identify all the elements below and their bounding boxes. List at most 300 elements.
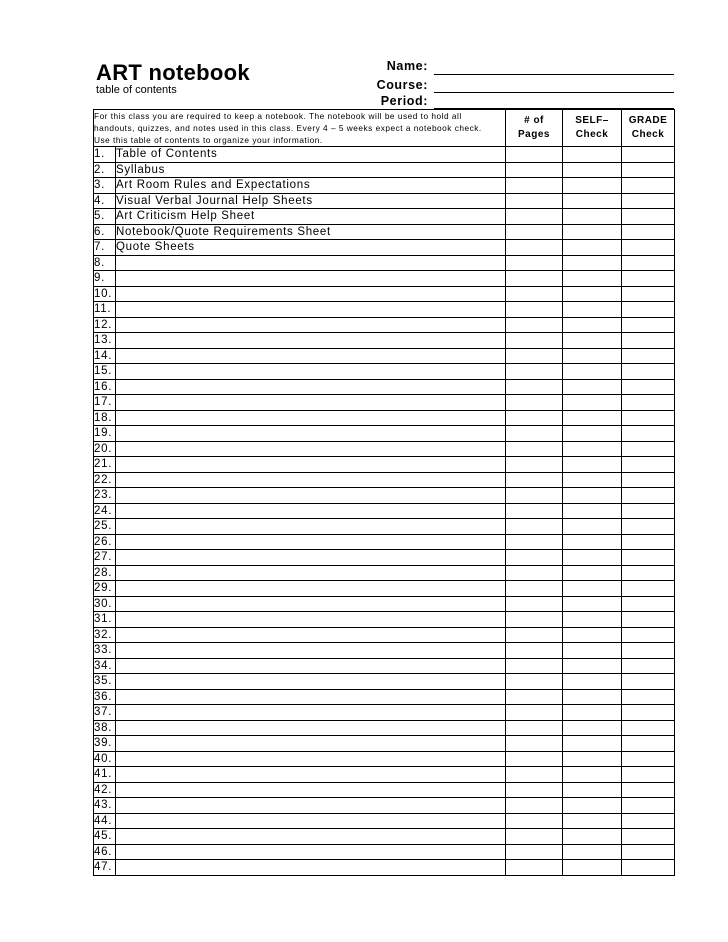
table-row <box>94 705 675 721</box>
self-check-cell[interactable] <box>563 674 622 690</box>
table-row <box>94 240 675 256</box>
grade-check-cell[interactable] <box>622 736 675 752</box>
grade-check-cell[interactable] <box>622 147 675 163</box>
header-line: Check <box>575 129 609 140</box>
grade-check-cell[interactable] <box>622 705 675 721</box>
row-entry[interactable]: Art Room Rules and Expectations <box>116 178 506 194</box>
pages-cell[interactable] <box>506 705 563 721</box>
row-entry[interactable] <box>116 643 506 659</box>
pages-cell[interactable] <box>506 488 563 504</box>
row-entry[interactable] <box>116 503 506 519</box>
table-row <box>94 860 675 876</box>
grade-check-cell[interactable] <box>622 441 675 457</box>
row-number: 12. <box>94 317 116 333</box>
grade-check-cell[interactable] <box>622 240 675 256</box>
row-number: 36. <box>94 689 116 705</box>
row-entry[interactable]: Visual Verbal Journal Help Sheets <box>116 193 506 209</box>
self-check-cell[interactable] <box>563 689 622 705</box>
grade-check-cell[interactable] <box>622 488 675 504</box>
row-number: 4. <box>94 193 116 209</box>
self-check-cell[interactable] <box>563 534 622 550</box>
row-number: 2. <box>94 162 116 178</box>
pages-cell[interactable] <box>506 441 563 457</box>
row-number: 43. <box>94 798 116 814</box>
self-check-cell[interactable] <box>563 720 622 736</box>
pages-cell[interactable] <box>506 550 563 566</box>
table-row <box>94 798 675 814</box>
pages-cell[interactable] <box>506 255 563 271</box>
grade-check-cell[interactable] <box>622 674 675 690</box>
row-entry[interactable] <box>116 627 506 643</box>
row-number: 11. <box>94 302 116 318</box>
row-number: 47. <box>94 860 116 876</box>
table-row <box>94 581 675 597</box>
pages-cell[interactable] <box>506 534 563 550</box>
pages-cell[interactable] <box>506 674 563 690</box>
grade-check-cell[interactable] <box>622 286 675 302</box>
row-number: 35. <box>94 674 116 690</box>
table-row <box>94 348 675 364</box>
row-number: 26. <box>94 534 116 550</box>
grade-check-cell[interactable] <box>622 612 675 628</box>
pages-cell[interactable] <box>506 596 563 612</box>
course-label: Course: <box>376 78 428 92</box>
table-row <box>94 209 675 225</box>
grade-check-cell[interactable] <box>622 364 675 380</box>
self-check-cell[interactable] <box>563 178 622 194</box>
self-check-cell[interactable] <box>563 581 622 597</box>
grade-check-cell[interactable] <box>622 348 675 364</box>
grade-check-cell[interactable] <box>622 844 675 860</box>
instructions-line: For this class you are required to keep a notebook. The notebook will be used to hold all <box>94 111 462 121</box>
row-number: 46. <box>94 844 116 860</box>
pages-cell[interactable] <box>506 348 563 364</box>
row-number: 9. <box>94 271 116 287</box>
row-entry[interactable] <box>116 488 506 504</box>
self-check-cell[interactable] <box>563 441 622 457</box>
grade-check-column-header <box>622 110 675 147</box>
table-row <box>94 255 675 271</box>
row-entry[interactable] <box>116 457 506 473</box>
row-number: 22. <box>94 472 116 488</box>
table-row <box>94 364 675 380</box>
row-number: 23. <box>94 488 116 504</box>
row-entry[interactable] <box>116 534 506 550</box>
row-number: 15. <box>94 364 116 380</box>
table-row <box>94 488 675 504</box>
pages-cell[interactable] <box>506 565 563 581</box>
row-entry[interactable]: Table of Contents <box>116 147 506 163</box>
row-number: 44. <box>94 813 116 829</box>
grade-check-cell[interactable] <box>622 643 675 659</box>
row-number: 41. <box>94 767 116 783</box>
self-check-cell[interactable] <box>563 472 622 488</box>
table-row <box>94 410 675 426</box>
pages-cell[interactable] <box>506 317 563 333</box>
self-check-cell[interactable] <box>563 209 622 225</box>
self-check-cell[interactable] <box>563 193 622 209</box>
grade-check-cell[interactable] <box>622 596 675 612</box>
row-entry[interactable] <box>116 689 506 705</box>
table-row <box>94 317 675 333</box>
row-number: 6. <box>94 224 116 240</box>
pages-cell[interactable] <box>506 519 563 535</box>
grade-check-cell[interactable] <box>622 472 675 488</box>
pages-cell[interactable] <box>506 860 563 876</box>
table-row <box>94 519 675 535</box>
grade-check-cell[interactable] <box>622 627 675 643</box>
row-entry[interactable] <box>116 255 506 271</box>
row-number: 40. <box>94 751 116 767</box>
self-check-cell[interactable] <box>563 364 622 380</box>
grade-check-cell[interactable] <box>622 457 675 473</box>
row-entry[interactable] <box>116 581 506 597</box>
self-check-cell[interactable] <box>563 813 622 829</box>
pages-cell[interactable] <box>506 364 563 380</box>
table-row <box>94 720 675 736</box>
self-check-cell[interactable] <box>563 550 622 566</box>
row-entry[interactable]: Syllabus <box>116 162 506 178</box>
grade-check-cell[interactable] <box>622 782 675 798</box>
table-row <box>94 147 675 163</box>
pages-cell[interactable] <box>506 410 563 426</box>
self-check-cell[interactable] <box>563 255 622 271</box>
table-row <box>94 643 675 659</box>
grade-check-cell[interactable] <box>622 767 675 783</box>
self-check-cell[interactable] <box>563 162 622 178</box>
table-row <box>94 534 675 550</box>
self-check-cell[interactable] <box>563 488 622 504</box>
row-entry[interactable] <box>116 705 506 721</box>
self-check-cell[interactable] <box>563 271 622 287</box>
grade-check-cell[interactable] <box>622 503 675 519</box>
self-check-cell[interactable] <box>563 829 622 845</box>
grade-check-cell[interactable] <box>622 271 675 287</box>
pages-cell[interactable] <box>506 271 563 287</box>
row-entry[interactable] <box>116 317 506 333</box>
self-check-cell[interactable] <box>563 348 622 364</box>
pages-cell[interactable] <box>506 333 563 349</box>
row-number: 16. <box>94 379 116 395</box>
self-check-column-header <box>563 110 622 147</box>
row-entry[interactable] <box>116 519 506 535</box>
self-check-cell[interactable] <box>563 705 622 721</box>
table-row <box>94 751 675 767</box>
table-header-row <box>94 110 675 147</box>
self-check-cell[interactable] <box>563 643 622 659</box>
self-check-cell[interactable] <box>563 782 622 798</box>
row-number: 28. <box>94 565 116 581</box>
row-entry[interactable] <box>116 767 506 783</box>
grade-check-cell[interactable] <box>622 410 675 426</box>
grade-check-cell[interactable] <box>622 720 675 736</box>
row-entry[interactable] <box>116 658 506 674</box>
pages-cell[interactable] <box>506 193 563 209</box>
table-row <box>94 596 675 612</box>
self-check-cell[interactable] <box>563 302 622 318</box>
period-label: Period: <box>380 94 428 108</box>
row-entry[interactable] <box>116 751 506 767</box>
grade-check-cell[interactable] <box>622 162 675 178</box>
row-entry[interactable] <box>116 798 506 814</box>
row-entry[interactable] <box>116 813 506 829</box>
row-entry[interactable] <box>116 550 506 566</box>
pages-cell[interactable] <box>506 736 563 752</box>
row-number: 21. <box>94 457 116 473</box>
pages-cell[interactable] <box>506 286 563 302</box>
self-check-cell[interactable] <box>563 844 622 860</box>
grade-check-cell[interactable] <box>622 751 675 767</box>
name-line[interactable] <box>434 74 674 75</box>
document-title: ART notebook <box>96 60 250 85</box>
grade-check-cell[interactable] <box>622 829 675 845</box>
table-row <box>94 224 675 240</box>
header-line: Pages <box>518 129 550 140</box>
row-number: 29. <box>94 581 116 597</box>
header-line: Check <box>631 129 665 140</box>
table-row <box>94 426 675 442</box>
row-entry[interactable] <box>116 379 506 395</box>
grade-check-cell[interactable] <box>622 519 675 535</box>
grade-check-cell[interactable] <box>622 209 675 225</box>
row-entry[interactable] <box>116 782 506 798</box>
self-check-cell[interactable] <box>563 286 622 302</box>
table-row <box>94 689 675 705</box>
row-entry[interactable] <box>116 441 506 457</box>
row-entry[interactable] <box>116 612 506 628</box>
self-check-cell[interactable] <box>563 410 622 426</box>
pages-cell[interactable] <box>506 813 563 829</box>
table-row <box>94 457 675 473</box>
pages-cell[interactable] <box>506 472 563 488</box>
row-entry[interactable] <box>116 333 506 349</box>
row-entry[interactable] <box>116 364 506 380</box>
table-row <box>94 782 675 798</box>
table-row <box>94 829 675 845</box>
pages-cell[interactable] <box>506 643 563 659</box>
row-number: 13. <box>94 333 116 349</box>
row-entry[interactable] <box>116 348 506 364</box>
table-row <box>94 767 675 783</box>
table-row <box>94 550 675 566</box>
instructions-line: Use this table of contents to organize your information. <box>94 135 323 145</box>
table-row <box>94 736 675 752</box>
self-check-cell[interactable] <box>563 395 622 411</box>
row-number: 24. <box>94 503 116 519</box>
self-check-cell[interactable] <box>563 612 622 628</box>
pages-cell[interactable] <box>506 798 563 814</box>
course-line[interactable] <box>434 92 674 93</box>
table-row <box>94 379 675 395</box>
self-check-cell[interactable] <box>563 627 622 643</box>
row-entry[interactable] <box>116 395 506 411</box>
header-line: GRADE <box>628 115 668 126</box>
row-number: 25. <box>94 519 116 535</box>
row-number: 7. <box>94 240 116 256</box>
row-number: 37. <box>94 705 116 721</box>
row-number: 34. <box>94 658 116 674</box>
row-entry[interactable]: Quote Sheets <box>116 240 506 256</box>
grade-check-cell[interactable] <box>622 689 675 705</box>
pages-cell[interactable] <box>506 581 563 597</box>
row-entry[interactable] <box>116 720 506 736</box>
table-row <box>94 193 675 209</box>
pages-cell[interactable] <box>506 627 563 643</box>
pages-cell[interactable] <box>506 162 563 178</box>
self-check-cell[interactable] <box>563 596 622 612</box>
self-check-cell[interactable] <box>563 565 622 581</box>
self-check-cell[interactable] <box>563 503 622 519</box>
grade-check-cell[interactable] <box>622 581 675 597</box>
pages-cell[interactable] <box>506 844 563 860</box>
pages-cell[interactable] <box>506 395 563 411</box>
table-body <box>94 147 675 876</box>
row-number: 18. <box>94 410 116 426</box>
grade-check-cell[interactable] <box>622 426 675 442</box>
self-check-cell[interactable] <box>563 736 622 752</box>
grade-check-cell[interactable] <box>622 550 675 566</box>
table-row <box>94 472 675 488</box>
pages-cell[interactable] <box>506 689 563 705</box>
pages-cell[interactable] <box>506 829 563 845</box>
row-entry[interactable] <box>116 860 506 876</box>
header-line: SELF– <box>575 115 609 126</box>
grade-check-cell[interactable] <box>622 224 675 240</box>
table-row <box>94 302 675 318</box>
pages-cell[interactable] <box>506 782 563 798</box>
row-entry[interactable] <box>116 565 506 581</box>
grade-check-cell[interactable] <box>622 534 675 550</box>
row-entry[interactable]: Art Criticism Help Sheet <box>116 209 506 225</box>
instructions-cell <box>94 110 506 147</box>
self-check-cell[interactable] <box>563 240 622 256</box>
self-check-cell[interactable] <box>563 751 622 767</box>
row-entry[interactable] <box>116 410 506 426</box>
row-entry[interactable] <box>116 286 506 302</box>
document-subtitle: table of contents <box>96 84 177 96</box>
pages-cell[interactable] <box>506 767 563 783</box>
row-number: 5. <box>94 209 116 225</box>
row-entry[interactable] <box>116 736 506 752</box>
pages-cell[interactable] <box>506 426 563 442</box>
contents-table <box>93 109 674 878</box>
row-number: 19. <box>94 426 116 442</box>
table-row <box>94 813 675 829</box>
table-row <box>94 162 675 178</box>
row-entry[interactable] <box>116 426 506 442</box>
row-number: 30. <box>94 596 116 612</box>
row-entry[interactable] <box>116 271 506 287</box>
row-entry[interactable] <box>116 674 506 690</box>
pages-cell[interactable] <box>506 658 563 674</box>
self-check-cell[interactable] <box>563 333 622 349</box>
row-number: 20. <box>94 441 116 457</box>
table-row <box>94 286 675 302</box>
pages-cell[interactable] <box>506 240 563 256</box>
grade-check-cell[interactable] <box>622 178 675 194</box>
row-entry[interactable] <box>116 844 506 860</box>
table-row <box>94 441 675 457</box>
self-check-cell[interactable] <box>563 519 622 535</box>
row-number: 32. <box>94 627 116 643</box>
self-check-cell[interactable] <box>563 379 622 395</box>
grade-check-cell[interactable] <box>622 813 675 829</box>
self-check-cell[interactable] <box>563 317 622 333</box>
row-number: 14. <box>94 348 116 364</box>
grade-check-cell[interactable] <box>622 860 675 876</box>
grade-check-cell[interactable] <box>622 798 675 814</box>
table-row <box>94 178 675 194</box>
table-row <box>94 658 675 674</box>
pages-cell[interactable] <box>506 720 563 736</box>
table-row <box>94 565 675 581</box>
row-number: 17. <box>94 395 116 411</box>
pages-cell[interactable] <box>506 751 563 767</box>
grade-check-cell[interactable] <box>622 302 675 318</box>
table-row <box>94 503 675 519</box>
row-entry[interactable] <box>116 829 506 845</box>
row-number: 31. <box>94 612 116 628</box>
row-number: 27. <box>94 550 116 566</box>
pages-cell[interactable] <box>506 209 563 225</box>
pages-column-header <box>506 110 563 147</box>
grade-check-cell[interactable] <box>622 658 675 674</box>
table-row <box>94 333 675 349</box>
row-number: 8. <box>94 255 116 271</box>
grade-check-cell[interactable] <box>622 317 675 333</box>
row-entry[interactable] <box>116 302 506 318</box>
row-number: 10. <box>94 286 116 302</box>
self-check-cell[interactable] <box>563 457 622 473</box>
pages-cell[interactable] <box>506 379 563 395</box>
table-row <box>94 612 675 628</box>
grade-check-cell[interactable] <box>622 395 675 411</box>
pages-cell[interactable] <box>506 612 563 628</box>
grade-check-cell[interactable] <box>622 565 675 581</box>
row-number: 45. <box>94 829 116 845</box>
self-check-cell[interactable] <box>563 224 622 240</box>
self-check-cell[interactable] <box>563 426 622 442</box>
row-number: 42. <box>94 782 116 798</box>
self-check-cell[interactable] <box>563 860 622 876</box>
row-entry[interactable] <box>116 472 506 488</box>
grade-check-cell[interactable] <box>622 333 675 349</box>
row-number: 38. <box>94 720 116 736</box>
self-check-cell[interactable] <box>563 658 622 674</box>
pages-cell[interactable] <box>506 178 563 194</box>
row-number: 3. <box>94 178 116 194</box>
self-check-cell[interactable] <box>563 147 622 163</box>
row-entry[interactable]: Notebook/Quote Requirements Sheet <box>116 224 506 240</box>
grade-check-cell[interactable] <box>622 379 675 395</box>
pages-cell[interactable] <box>506 302 563 318</box>
row-number: 33. <box>94 643 116 659</box>
pages-cell[interactable] <box>506 503 563 519</box>
grade-check-cell[interactable] <box>622 255 675 271</box>
pages-cell[interactable] <box>506 457 563 473</box>
table-row <box>94 844 675 860</box>
table-row <box>94 627 675 643</box>
table-row <box>94 271 675 287</box>
self-check-cell[interactable] <box>563 798 622 814</box>
table-row <box>94 395 675 411</box>
pages-cell[interactable] <box>506 147 563 163</box>
self-check-cell[interactable] <box>563 767 622 783</box>
pages-cell[interactable] <box>506 224 563 240</box>
grade-check-cell[interactable] <box>622 193 675 209</box>
row-number: 39. <box>94 736 116 752</box>
row-entry[interactable] <box>116 596 506 612</box>
